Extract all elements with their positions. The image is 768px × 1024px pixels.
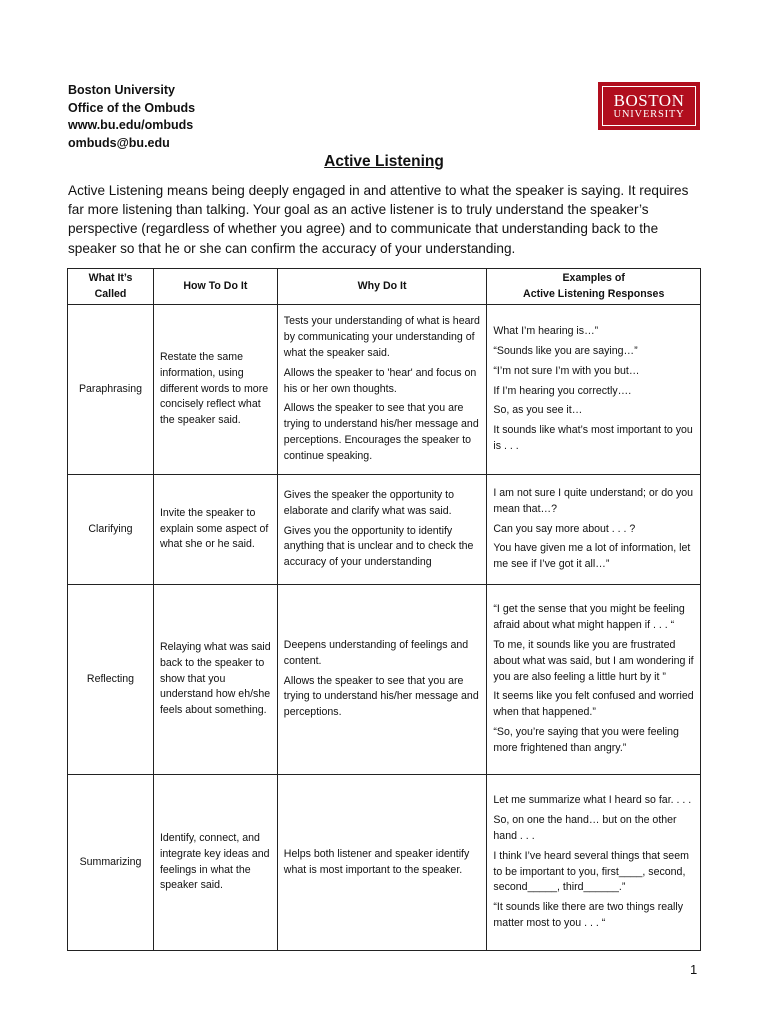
example-responses: Let me summarize what I heard so far. . . . So, on one the hand… but on the other hand . . . I think I’ve heard several things that seem to be important to you, first____, second, second_____, third______.” “It sounds like there are two things really matter most to you . . . “ xyxy=(487,775,701,951)
how-to-do-it: Invite the speaker to explain some aspect of what she or he said. xyxy=(153,475,277,585)
logo-line-1: BOSTON xyxy=(613,90,685,110)
table-row xyxy=(68,305,701,475)
boston-university-logo xyxy=(598,82,700,130)
page-number: 1 xyxy=(690,962,698,977)
header-what-its-called: What It’s Called xyxy=(68,269,154,305)
office-name: Office of the Ombuds xyxy=(68,100,196,115)
table-header-row xyxy=(68,269,701,305)
how-to-do-it: Identify, connect, and integrate key ideas and feelings in what the speaker said. xyxy=(153,775,277,951)
header-examples: Examples of Active Listening Responses xyxy=(487,269,701,305)
header-why-do-it: Why Do It xyxy=(277,269,487,305)
example-responses: I am not sure I quite understand; or do you mean that…? Can you say more about . . . ? You have given me a lot of information, let me see if I’ve got it all…” xyxy=(487,475,701,585)
table-row xyxy=(68,475,701,585)
why-do-it: Gives the speaker the opportunity to elaborate and clarify what was said. Gives you the opportunity to identify anything that is unclear and to check the accuracy of your understanding xyxy=(277,475,487,585)
why-do-it: Helps both listener and speaker identify what is most important to the speaker. xyxy=(277,775,487,951)
why-do-it: Tests your understanding of what is heard by communicating your understanding of what the speaker said. Allows the speaker to 'hear' and focus on his or her own thoughts. Allows the speaker to see that you are trying to understand his/her message and perceptions. Encourages the speaker to continue speaking. xyxy=(277,305,487,475)
email-link[interactable]: ombuds@bu.edu xyxy=(68,135,170,150)
university-name: Boston University xyxy=(68,83,175,97)
how-to-do-it: Relaying what was said back to the speaker to show that you understand how eh/she feels about something. xyxy=(153,585,277,775)
header-how-to-do-it: How To Do It xyxy=(153,269,277,305)
technique-name: Reflecting xyxy=(68,585,154,775)
active-listening-table xyxy=(67,268,701,951)
table-row xyxy=(68,775,701,951)
website-link[interactable]: www.bu.edu/ombuds xyxy=(68,118,194,132)
technique-name: Paraphrasing xyxy=(68,305,154,475)
example-responses: “I get the sense that you might be feeling afraid about what might happen if . . . “ To me, it sounds like you are frustrated about what was said, but I am wondering if you are also feeling a little hurt by it ” It seems like you felt confused and worried when that happened.” “So, you’re saying that you were feeling more frightened than angry.” xyxy=(487,585,701,775)
table-row xyxy=(68,585,701,775)
office-contact-block xyxy=(68,82,195,152)
technique-name: Summarizing xyxy=(68,775,154,951)
document-title: Active Listening xyxy=(324,153,444,170)
technique-name: Clarifying xyxy=(68,475,154,585)
how-to-do-it: Restate the same information, using different words to more concisely reflect what the speaker said. xyxy=(153,305,277,475)
why-do-it: Deepens understanding of feelings and content. Allows the speaker to see that you are trying to understand his/her message and perceptions. xyxy=(277,585,487,775)
example-responses: What I’m hearing is…” “Sounds like you are saying…” “I’m not sure I’m with you but… If I’m hearing you correctly…. So, as you see it… It sounds like what’s most important to you is . . . xyxy=(487,305,701,475)
logo-line-2: UNIVERSITY xyxy=(613,108,685,120)
intro-paragraph: Active Listening means being deeply engaged in and attentive to what the speaker is saying. It requires far more listening than talking. Your goal as an active listener is to truly understand the speaker’s perspective (regardless of whether you agree) and to communicate that understanding back to the speaker so that he or she can confirm the accuracy of your understanding. xyxy=(68,183,689,256)
